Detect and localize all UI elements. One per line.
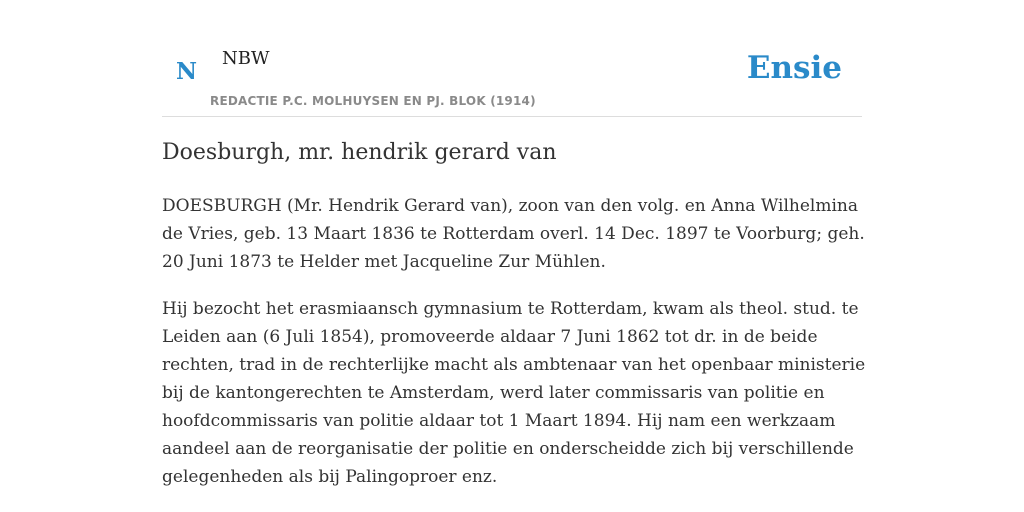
source-logo[interactable]: N [176,58,198,85]
article-body [162,192,866,510]
source-header [162,30,862,117]
article-paragraph: DOESBURGH (Mr. Hendrik Gerard van), zoon van den volg. en Anna Wilhelmina de Vries, geb. 13 Maart 1836 te Rotterdam overl. 14 Dec. 1897 te Voorburg; geh. 20 Juni 1873 te Helder met Jacqueline Zur Mühlen. [162,196,865,272]
article-paragraph: Hij bezocht het erasmiaansch gymnasium te Rotterdam, kwam als theol. stud. te Leiden aan (6 Juli 1854), promoveerde aldaar 7 Juni 1862 tot dr. in de beide rechten, trad in de rechterlijke macht als ambtenaar van het openbaar ministerie bij de kantongerechten te Amsterdam, werd later commissaris van politie en hoofdcommissaris van politie aldaar tot 1 Maart 1894. Hij nam een werkzaam aandeel aan de reorganisatie der politie en onderscheidde zich bij verschillende gelegenheden als bij Palingoproer enz. [162,299,866,487]
source-credit: REDACTIE P.C. MOLHUYSEN EN PJ. BLOK (1914) [210,94,536,108]
brand-logo[interactable]: Ensie [746,50,842,86]
article-title: Doesburgh, mr. hendrik gerard van [162,140,557,165]
source-name[interactable]: NBW [222,48,270,69]
